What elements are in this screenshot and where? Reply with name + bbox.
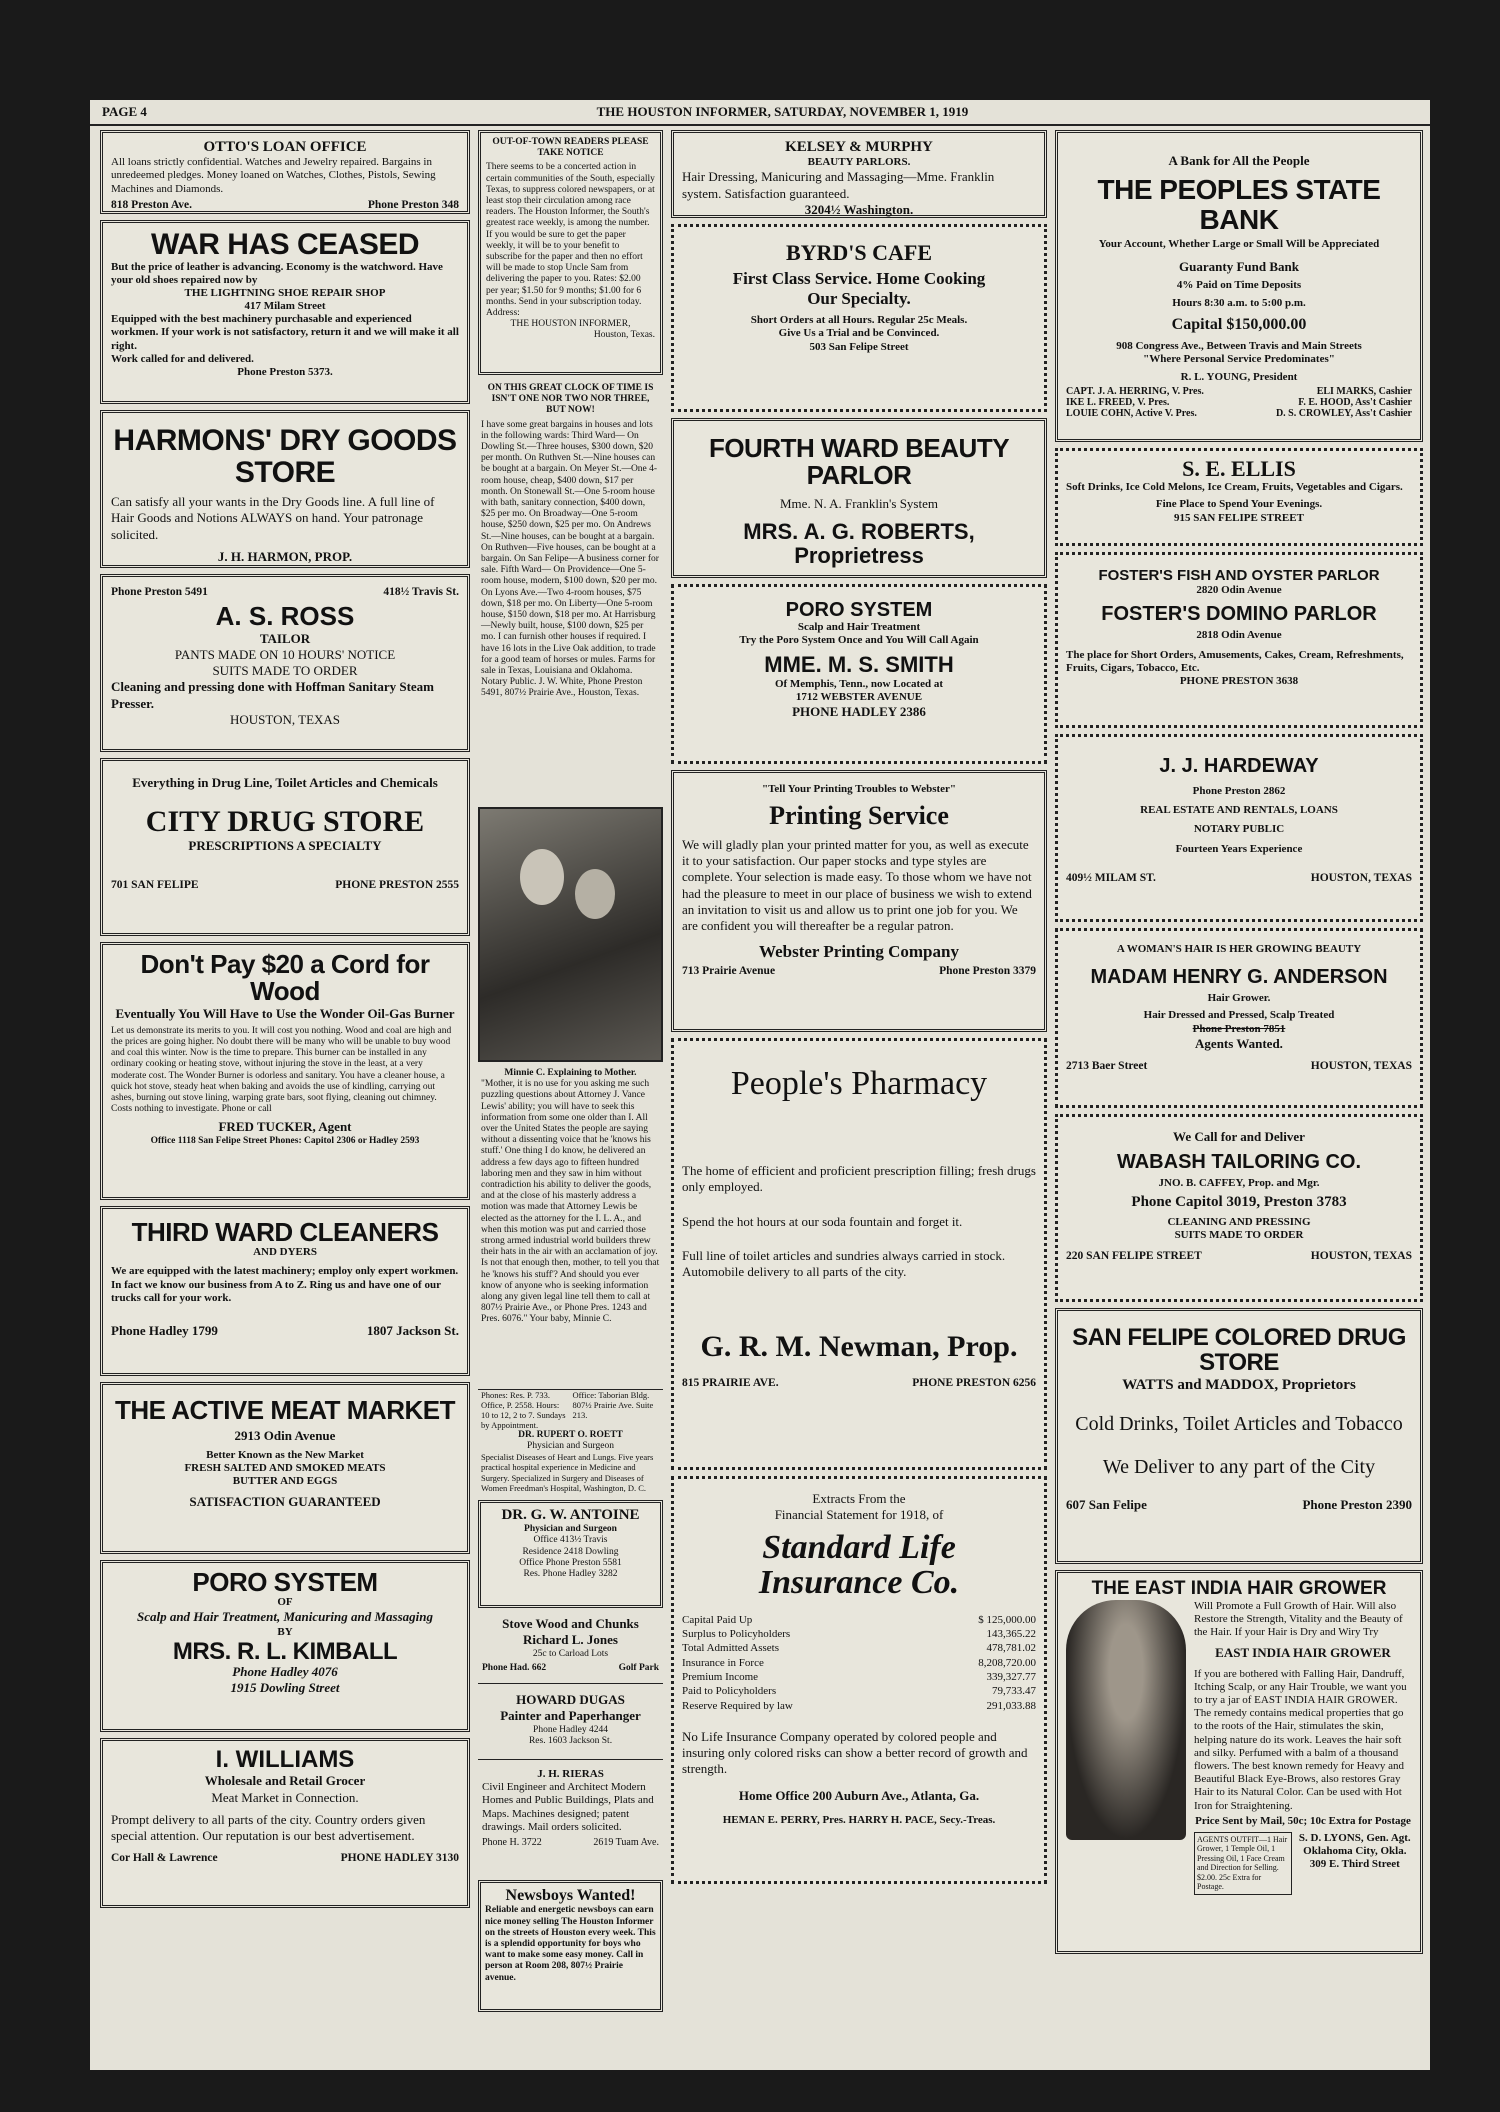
financial-row: [682, 1699, 1036, 1713]
standard-life-ad: Extracts From the Financial Statement for 1918, of Standard Life Insurance Co. Capital Paid Up $ 125,000.00 Surplus to Policyholders 143,365.22 Total Admitted Assets 478,781.02 Insurance in Force 8,208,720.00 Premium Income 339,327.77 Paid to Policyholders 79,733.47 Reserve Required by law 291,033.88 No Life Insurance Company operated by colored people and insuring only colored risks can show a better record of growth and strength. Home Office 200 Auburn Ave., Atlanta, Ga. HEMAN E. PERRY, Pres. HARRY H. PACE, Secy.-Treas.: [671, 1476, 1047, 1884]
financial-label: Capital Paid Up: [682, 1613, 753, 1626]
ad-title: FOSTER'S FISH AND OYSTER PARLOR: [1098, 567, 1380, 584]
ad-title: I. WILLIAMS: [215, 1746, 355, 1773]
financial-row: [682, 1613, 1036, 1627]
financial-label: Paid to Policyholders: [682, 1685, 777, 1698]
card-title: DR. G. W. ANTOINE: [501, 1507, 640, 1523]
roett-card: Phones: Res. P. 733. Office, P. 2558. Hours: 10 to 12, 2 to 7. Sundays by Appointment. Office: Taborian Bldg. 807½ Prairie Ave. Suite 213. DR. RUPERT O. ROETT Physician and Surgeon Specialist Diseases of Heart and Lungs. Five years practical hospital experience in Medicine and Surgery. Specialized in Surgery and Diseases of Women Freedman's Hospital, Washington, D. C.: [478, 1389, 663, 1494]
city-drug-store-ad: Everything in Drug Line, Toilet Articles and Chemicals CITY DRUG STORE PRESCRIPTIONS A SPECIALTY 701 SAN FELIPE PHONE PRESTON 2555: [100, 758, 470, 936]
webster-printing-ad: "Tell Your Printing Troubles to Webster" Printing Service We will gladly plan your printed matter for you, as well as execute it to your satisfaction. Our paper stocks and type styles are complete. Your selection is made easy. To those whom we have not had the pleasure to meet in our place of business we wish to extend an invitation to visit us and allow us to print one job for you. We are confident you will thereafter be a regular patron. Webster Printing Company 713 Prairie Avenue Phone Preston 3379: [671, 770, 1047, 1032]
peoples-state-bank-ad: A Bank for All the People THE PEOPLES STATE BANK Your Account, Whether Large or Small Will be Appreciated Guaranty Fund Bank 4% Paid on Time Deposits Hours 8:30 a.m. to 5:00 p.m. Capital $150,000.00 908 Congress Ave., Between Travis and Main Streets "Where Personal Service Predominates" R. L. YOUNG, President CAPT. J. A. HERRING, V. Pres. ELI MARKS, Cashier IKE L. FREED, V. Pres. F. E. HOOD, Ass't Cashier LOUIE COHN, Active V. Pres. D. S. CROWLEY, Ass't Cashier: [1055, 130, 1423, 442]
rieras-card: J. H. RIERAS Civil Engineer and Architect Modern Homes and Public Buildings, Plats and Maps. Machines designed; patent drawings. Mail orders solicited. Phone H. 3722 2619 Tuam Ave.: [482, 1768, 659, 1848]
financial-value: $ 125,000.00: [978, 1613, 1036, 1626]
financial-label: Insurance in Force: [682, 1656, 764, 1669]
active-meat-market-ad: THE ACTIVE MEAT MARKET 2913 Odin Avenue Better Known as the New Market FRESH SALTED AND SMOKED MEATS BUTTER AND EGGS SATISFACTION GUARANTEED: [100, 1382, 470, 1554]
ad-title: HARMONS' DRY GOODS STORE: [113, 424, 457, 489]
ad-title: WABASH TAILORING CO.: [1116, 1151, 1362, 1174]
ad-title: THE PEOPLES STATE BANK: [1097, 174, 1381, 235]
san-felipe-drug-ad: SAN FELIPE COLORED DRUG STORE WATTS and MADDOX, Proprietors Cold Drinks, Toilet Articles and Tobacco We Deliver to any part of the City 607 San Felipe Phone Preston 2390: [1055, 1308, 1423, 1564]
out-of-town-readers-notice: OUT-OF-TOWN READERS PLEASE TAKE NOTICE There seems to be a concerted action in certain communities of the South, especially Texas, to suppress colored newspapers, or at least stop their circulation among race readers. The Houston Informer, the South's greatest race weekly, is among the number. If you would be sure to get the paper weekly, it will be to your benefit to subscribe for the paper and then no effort will be made to stop Uncle Sam from delivering the paper to you. Rates: $2.00 per year; $1.50 for 9 months; $1.00 for 6 months. Send in your subscription today. Address: THE HOUSTON INFORMER, Houston, Texas.: [478, 130, 663, 375]
woman-portrait: [1066, 1600, 1186, 1840]
financial-row: [682, 1684, 1036, 1698]
ad-title: PORO SYSTEM: [192, 1567, 378, 1597]
financial-value: 8,208,720.00: [978, 1656, 1036, 1669]
newspaper-page: [90, 100, 1430, 2070]
ad-title: Standard Life: [762, 1528, 956, 1566]
byrds-cafe-ad: BYRD'S CAFE First Class Service. Home Cooking Our Specialty. Short Orders at all Hours. Regular 25c Meals. Give Us a Trial and be Convinced. 503 San Felipe Street: [671, 224, 1047, 412]
ottos-loan-ad: OTTO'S LOAN OFFICE All loans strictly confidential. Watches and Jewelry repaired. Bargains in unredeemed pledges. Money loaned on Watches, Clothes, Pistols, Sewing Machines and Diamonds. 818 Preston Ave. Phone Preston 348: [100, 130, 470, 214]
financial-label: Premium Income: [682, 1671, 759, 1684]
fosters-ad: FOSTER'S FISH AND OYSTER PARLOR 2820 Odin Avenue FOSTER'S DOMINO PARLOR 2818 Odin Avenue The place for Short Orders, Amusements, Cakes, Cream, Refreshments, Fruits, Cigars, Tobacco, Etc. PHONE PRESTON 3638: [1055, 552, 1423, 728]
financial-label: Surplus to Policyholders: [682, 1628, 791, 1641]
masthead: [90, 100, 1430, 126]
ad-title: S. E. ELLIS: [1182, 456, 1296, 481]
east-india-hair-grower-ad: THE EAST INDIA HAIR GROWER Will Promote a Full Growth of Hair. Will also Restore the Strength, Vitality and the Beauty of the Hair. If your Hair is Dry and Wiry Try EAST INDIA HAIR GROWER If you are bothered with Falling Hair, Dandruff, Itching Scalp, or any Hair Trouble, we want you to try a jar of EAST INDIA HAIR GROWER. The remedy contains medical properties that go to the roots of the Hair, stimulates the skin, helping nature do its work. Leaves the hair soft and silky. Perfumed with a balm of a thousand flowers. The best known remedy for Heavy and Beautiful Black Eye-Brows, also restores Gray Hair to its Natural Color. Can be used with Hot Iron for Straightening. Price Sent by Mail, 50c; 10c Extra for Postage AGENTS OUTFIT—1 Hair Grower, 1 Temple Oil, 1 Pressing Oil, 1 Face Cream and Direction for Selling. $2.00. 25c Extra for Postage. S. D. LYONS, Gen. Agt. Oklahoma City, Okla. 309 E. Third Street: [1055, 1570, 1423, 1954]
newsboys-wanted-ad: Newsboys Wanted! Reliable and energetic newsboys can earn nice money selling The Houston Informer on the streets of Houston every week. This is a splendid opportunity for boys who want to make some easy money. Call in person at Room 208, 807½ Prairie avenue.: [478, 1880, 663, 2012]
ad-title: KELSEY & MURPHY: [785, 139, 933, 155]
ad-title: FOURTH WARD BEAUTY PARLOR: [708, 433, 1010, 491]
financial-label: Reserve Required by law: [682, 1699, 793, 1712]
jones-wood-card: Stove Wood and Chunks Richard L. Jones 25c to Carload Lots Phone Had. 662 Golf Park: [478, 1614, 663, 1684]
ellis-ad: S. E. ELLIS Soft Drinks, Ice Cold Melons, Ice Cream, Fruits, Vegetables and Cigars. Fine Place to Spend Your Evenings. 915 SAN FELIPE STREET: [1055, 448, 1423, 546]
financial-row: [682, 1627, 1036, 1641]
real-estate-notice: ON THIS GREAT CLOCK OF TIME IS ISN'T ONE NOR TWO NOR THREE, BUT NOW! I have some great bargains in houses and lots in the following wards: Third Ward— On Dowling St.—Three houses, $300 down, $20 per month. On Ruthven St.—Nine houses can be bought at a bargain. On Meyer St.—One 4-room house, cheap, $400 down, $17 per month. On Stonewall St.—One 5-room house with bath, sanitary connection, $400 down, $25 per mo. On Broadway—One 5-room house, $250 down, $25 per mo. On Andrews St.—Nine houses, can be bought at a bargain. On Ruthven—Five houses, can be bought at a bargain. On San Felipe—A business corner for sale. Fifth Ward— On Providence—One 5-room house, modern, $100 down, $20 per mo. On Lyons Ave.—Two 4-room houses, $75 down, $18 per mo. On Liberty—One 5-room house, $150 down, $18 per mo. At Harrisburg—Newly built, house, $100 down, $25 per mo. I can furnish other houses if required. I have 16 lots in the Live Oak addition, to trade for a good team of horses or mules. Farms for sale in Texas, Louisiana and Oklahoma. Notary Public. J. W. White, Phone Preston 5491, 807½ Prairie Ave., Houston, Texas.: [481, 383, 659, 699]
financial-row: [682, 1670, 1036, 1684]
ad-title: THE ACTIVE MEAT MARKET: [115, 1395, 455, 1425]
ad-title: MADAM HENRY G. ANDERSON: [1090, 966, 1388, 989]
column-3: [671, 130, 1047, 1884]
page-number: PAGE 4: [102, 104, 147, 119]
financial-value: 79,733.47: [992, 1685, 1036, 1698]
war-has-ceased-ad: WAR HAS CEASED But the price of leather is advancing. Economy is the watchword. Have your old shoes repaired now by THE LIGHTNING SHOE REPAIR SHOP 417 Milam Street Equipped with the best machinery purchasable and experienced workmen. If your work is not satisfactory, return it and we will make it all right. Work called for and delivered. Phone Preston 5373.: [100, 220, 470, 404]
financial-row: [682, 1641, 1036, 1655]
peoples-pharmacy-ad: People's Pharmacy The home of efficient and proficient prescription filling; fresh drugs only employed. Spend the hot hours at our soda fountain and forget it. Full line of toilet articles and sundries always carried in stock. Automobile delivery to all parts of the city. G. R. M. Newman, Prop. 815 PRAIRIE AVE. PHONE PRESTON 6256: [671, 1038, 1047, 1470]
fourth-ward-beauty-ad: FOURTH WARD BEAUTY PARLOR Mme. N. A. Franklin's System MRS. A. G. ROBERTS, Proprietress: [671, 418, 1047, 578]
ad-title: THE EAST INDIA HAIR GROWER: [1091, 1578, 1387, 1599]
ad-title: A. S. ROSS: [215, 601, 355, 631]
oil-gas-burner-ad: Don't Pay $20 a Cord for Wood Eventually You Will Have to Use the Wonder Oil-Gas Burner Let us demonstrate its merits to you. It will cost you nothing. Wood and coal are high and the prices are going higher. No doubt there will be many who will be unable to buy wood and coal this winter. Now is the time to prepare. This burner can be installed in any ordinary cooking or heating stove, without injuring the stove in the least, at a very moderate cost. The Wonder Burner is odorless and sanitary. You have a cleaner house, a quick hot stove, steady heat when baking and avoids the use of kindling, carrying out ashes, burning out stove lining, warping grate bars, soot flying, cleaning out chimney. Costs nothing to investigate. Phone or call FRED TUCKER, Agent Office 1118 San Felipe Street Phones: Capitol 2306 or Hadley 2593: [100, 942, 470, 1200]
financial-label: Total Admitted Assets: [682, 1642, 780, 1655]
dugas-card: HOWARD DUGAS Painter and Paperhanger Phone Hadley 4244 Res. 1603 Jackson St.: [478, 1690, 663, 1760]
ad-title: CITY DRUG STORE: [145, 805, 425, 839]
ad-title: PORO SYSTEM: [785, 599, 933, 621]
photo-caption-article: Minnie C. Explaining to Mother. "Mother, it is no use for you asking me such puzzling questions about Attorney J. Vance Lewis' ability; you will have to seek this information from some one older than I. All over the United States the people are saying without a dissenting voice that he 'knows his stuff.' One thing I do know, he delivered an address a few days ago to fifteen hundred laboring men and they saw in him without contradiction his ability to deliver the goods, and at the close of his masterly address a motion was made that Attorney Lewis be elected as the attorney for the I. L. A., and when this motion was put and carried those strong armed industrial world builders threw their hats in the air with an acclamation of joy. Is not that enough then, mother, to tell you that he 'knows his stuff'? And should you ever know of anyone who is seeking information along any given legal line tell them to call at 807½ Prairie Ave., or Phone Pres. 1243 and Pres. 6076." Your baby, Minnie C.: [481, 1068, 660, 1325]
ad-title: BYRD'S CAFE: [785, 240, 933, 265]
ad-title: SAN FELIPE COLORED DRUG STORE: [1072, 1324, 1406, 1377]
column-2: [478, 130, 663, 2012]
third-ward-cleaners-ad: THIRD WARD CLEANERS AND DYERS We are equipped with the latest machinery; employ only expert workmen. In fact we know our business from A to Z. Ring us and have one of our trucks call for your work. Phone Hadley 1799 1807 Jackson St.: [100, 1206, 470, 1376]
financial-value: 478,781.02: [986, 1642, 1036, 1655]
financial-value: 339,327.77: [986, 1671, 1036, 1684]
financial-value: 143,365.22: [986, 1628, 1036, 1641]
ad-title: Printing Service: [769, 801, 949, 831]
ad-title: J. J. HARDEWAY: [1159, 755, 1319, 777]
financial-value: 291,033.88: [986, 1699, 1036, 1712]
antoine-card: DR. G. W. ANTOINE Physician and Surgeon Office 413½ Travis Residence 2418 Dowling Office Phone Preston 5581 Res. Phone Hadley 3282: [478, 1500, 663, 1608]
financial-row: [682, 1656, 1036, 1670]
notice-title: ON THIS GREAT CLOCK OF TIME IS ISN'T ONE NOR TWO NOR THREE, BUT NOW!: [487, 383, 654, 416]
poro-system-kimball-ad: PORO SYSTEM OF Scalp and Hair Treatment, Manicuring and Massaging BY MRS. R. L. KIMBALL Phone Hadley 4076 1915 Dowling Street: [100, 1560, 470, 1732]
financial-table: [682, 1613, 1036, 1713]
photo-caption: Minnie C. Explaining to Mother.: [504, 1068, 637, 1078]
kelsey-murphy-ad: KELSEY & MURPHY BEAUTY PARLORS. Hair Dressing, Manicuring and Massaging—Mme. Franklin system. Satisfaction guaranteed. 3204½ Washington.: [671, 130, 1047, 218]
ad-title: Newsboys Wanted!: [505, 1887, 636, 1904]
masthead-title: THE HOUSTON INFORMER, SATURDAY, NOVEMBER 1, 1919: [596, 104, 969, 119]
column-1: [100, 130, 470, 1908]
ad-title: WAR HAS CEASED: [150, 228, 420, 261]
harmons-dry-goods-ad: HARMONS' DRY GOODS STORE Can satisfy all your wants in the Dry Goods line. A full line of Hair Goods and Notions ALWAYS on hand. Your patronage solicited. J. H. HARMON, PROP.: [100, 410, 470, 568]
anderson-ad: A WOMAN'S HAIR IS HER GROWING BEAUTY MADAM HENRY G. ANDERSON Hair Grower. Hair Dressed and Pressed, Scalp Treated Phone Preston 7851 Agents Wanted. 2713 Baer Street HOUSTON, TEXAS: [1055, 928, 1423, 1108]
ad-title: OTTO'S LOAN OFFICE: [203, 139, 367, 155]
ad-title: People's Pharmacy: [730, 1065, 988, 1102]
minnie-photo: [478, 807, 663, 1062]
hardeway-ad: J. J. HARDEWAY Phone Preston 2862 REAL ESTATE AND RENTALS, LOANS NOTARY PUBLIC Fourteen Years Experience 409½ MILAM ST. HOUSTON, TEXAS: [1055, 734, 1423, 922]
ad-title: THIRD WARD CLEANERS: [131, 1217, 439, 1247]
notice-title: OUT-OF-TOWN READERS PLEASE TAKE NOTICE: [492, 137, 649, 159]
williams-grocer-ad: I. WILLIAMS Wholesale and Retail Grocer Meat Market in Connection. Prompt delivery to all parts of the city. Country orders given special attention. Our reputation is our best advertisement. Cor Hall & Lawrence PHONE HADLEY 3130: [100, 1738, 470, 1908]
ross-tailor-ad: Phone Preston 5491 418½ Travis St. A. S. ROSS TAILOR PANTS MADE ON 10 HOURS' NOTICE SUITS MADE TO ORDER Cleaning and pressing done with Hoffman Sanitary Steam Presser. HOUSTON, TEXAS: [100, 574, 470, 752]
ad-title: Don't Pay $20 a Cord for Wood: [140, 949, 430, 1007]
column-4: [1055, 130, 1423, 1954]
wabash-tailoring-ad: We Call for and Deliver WABASH TAILORING CO. JNO. B. CAFFEY, Prop. and Mgr. Phone Capitol 3019, Preston 3783 CLEANING AND PRESSING SUITS MADE TO ORDER 220 SAN FELIPE STREET HOUSTON, TEXAS: [1055, 1114, 1423, 1302]
poro-system-smith-ad: PORO SYSTEM Scalp and Hair Treatment Try the Poro System Once and You Will Call Again MME. M. S. SMITH Of Memphis, Tenn., now Located at 1712 WEBSTER AVENUE PHONE HADLEY 2386: [671, 584, 1047, 764]
